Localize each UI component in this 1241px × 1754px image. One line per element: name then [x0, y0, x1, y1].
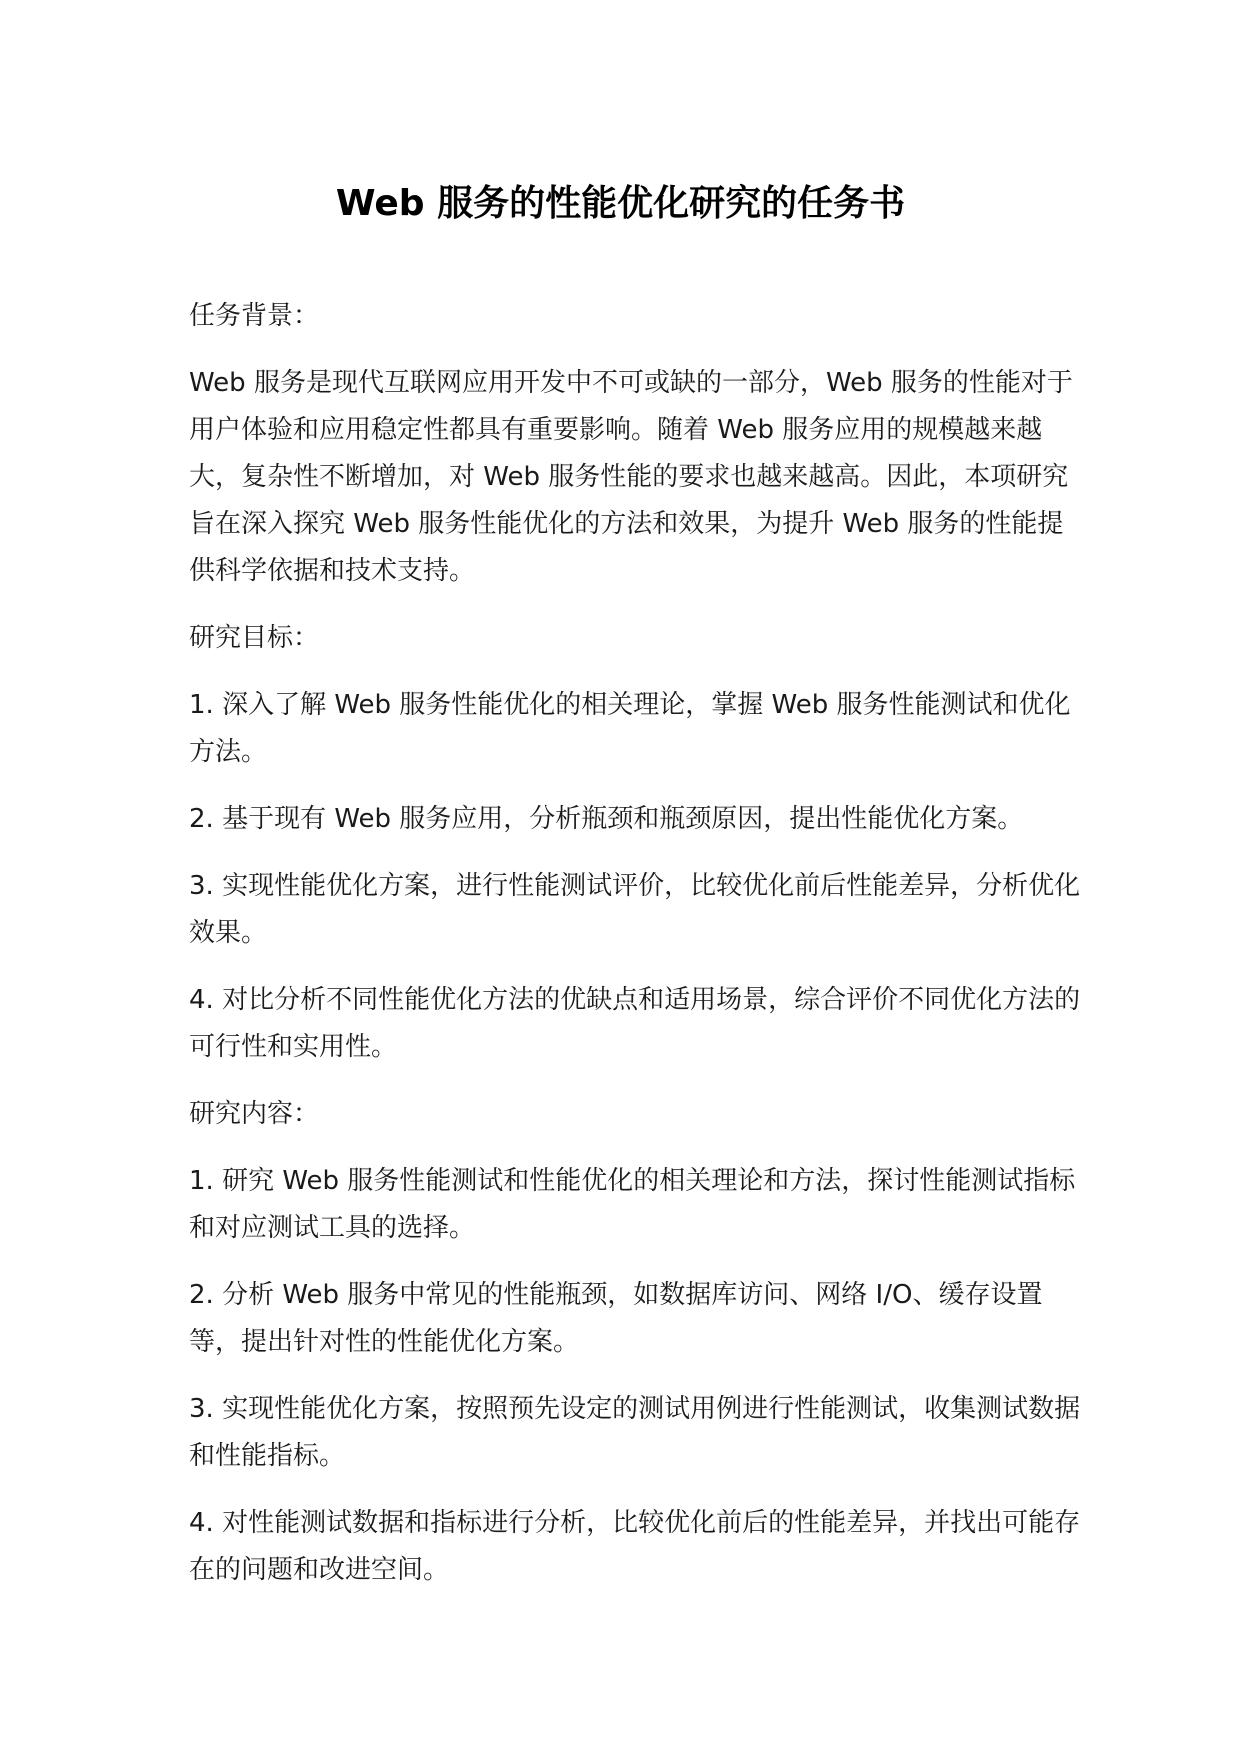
list-item: 1. 研究 Web 服务性能测试和性能优化的相关理论和方法，探讨性能测试指标和对应测试工具的选择。 — [189, 1166, 1076, 1243]
list-item: 4. 对性能测试数据和指标进行分析，比较优化前后的性能差异，并找出可能存在的问题和改进空间。 — [189, 1508, 1081, 1585]
list-item: 2. 基于现有 Web 服务应用，分析瓶颈和瓶颈原因，提出性能优化方案。 — [189, 804, 1024, 834]
document-title: Web 服务的性能优化研究的任务书 — [335, 183, 906, 224]
section-research-goals — [189, 615, 1089, 1071]
document-body — [189, 293, 1089, 1614]
section-heading: 研究内容： — [189, 1099, 320, 1129]
section-research-content — [189, 1091, 1089, 1594]
list-item: 3. 实现性能优化方案，按照预先设定的测试用例进行性能测试，收集测试数据和性能指标。 — [189, 1394, 1081, 1471]
list-item: 1. 深入了解 Web 服务性能优化的相关理论，掌握 Web 服务性能测试和优化方法。 — [189, 690, 1071, 767]
paragraph: Web 服务是现代互联网应用开发中不可或缺的一部分，Web 服务的性能对于用户体验和应用稳定性都具有重要影响。随着 Web 服务应用的规模越来越大，复杂性不断增加，对 Web 服务性能的要求也越来越高。因此，本项研究旨在深入探究 Web 服务性能优化的方法和效果，为提升 Web 服务的性能提供科学依据和技术支持。 — [189, 368, 1073, 586]
list-item: 3. 实现性能优化方案，进行性能测试评价，比较优化前后性能差异，分析优化效果。 — [189, 871, 1081, 948]
section-background — [189, 293, 1089, 595]
list-item: 4. 对比分析不同性能优化方法的优缺点和适用场景，综合评价不同优化方法的可行性和实用性。 — [189, 985, 1081, 1062]
list-item: 2. 分析 Web 服务中常见的性能瓶颈，如数据库访问、网络 I/O、缓存设置等，提出针对性的性能优化方案。 — [189, 1280, 1043, 1357]
section-heading: 任务背景： — [189, 301, 320, 331]
section-heading: 研究目标： — [189, 623, 320, 653]
